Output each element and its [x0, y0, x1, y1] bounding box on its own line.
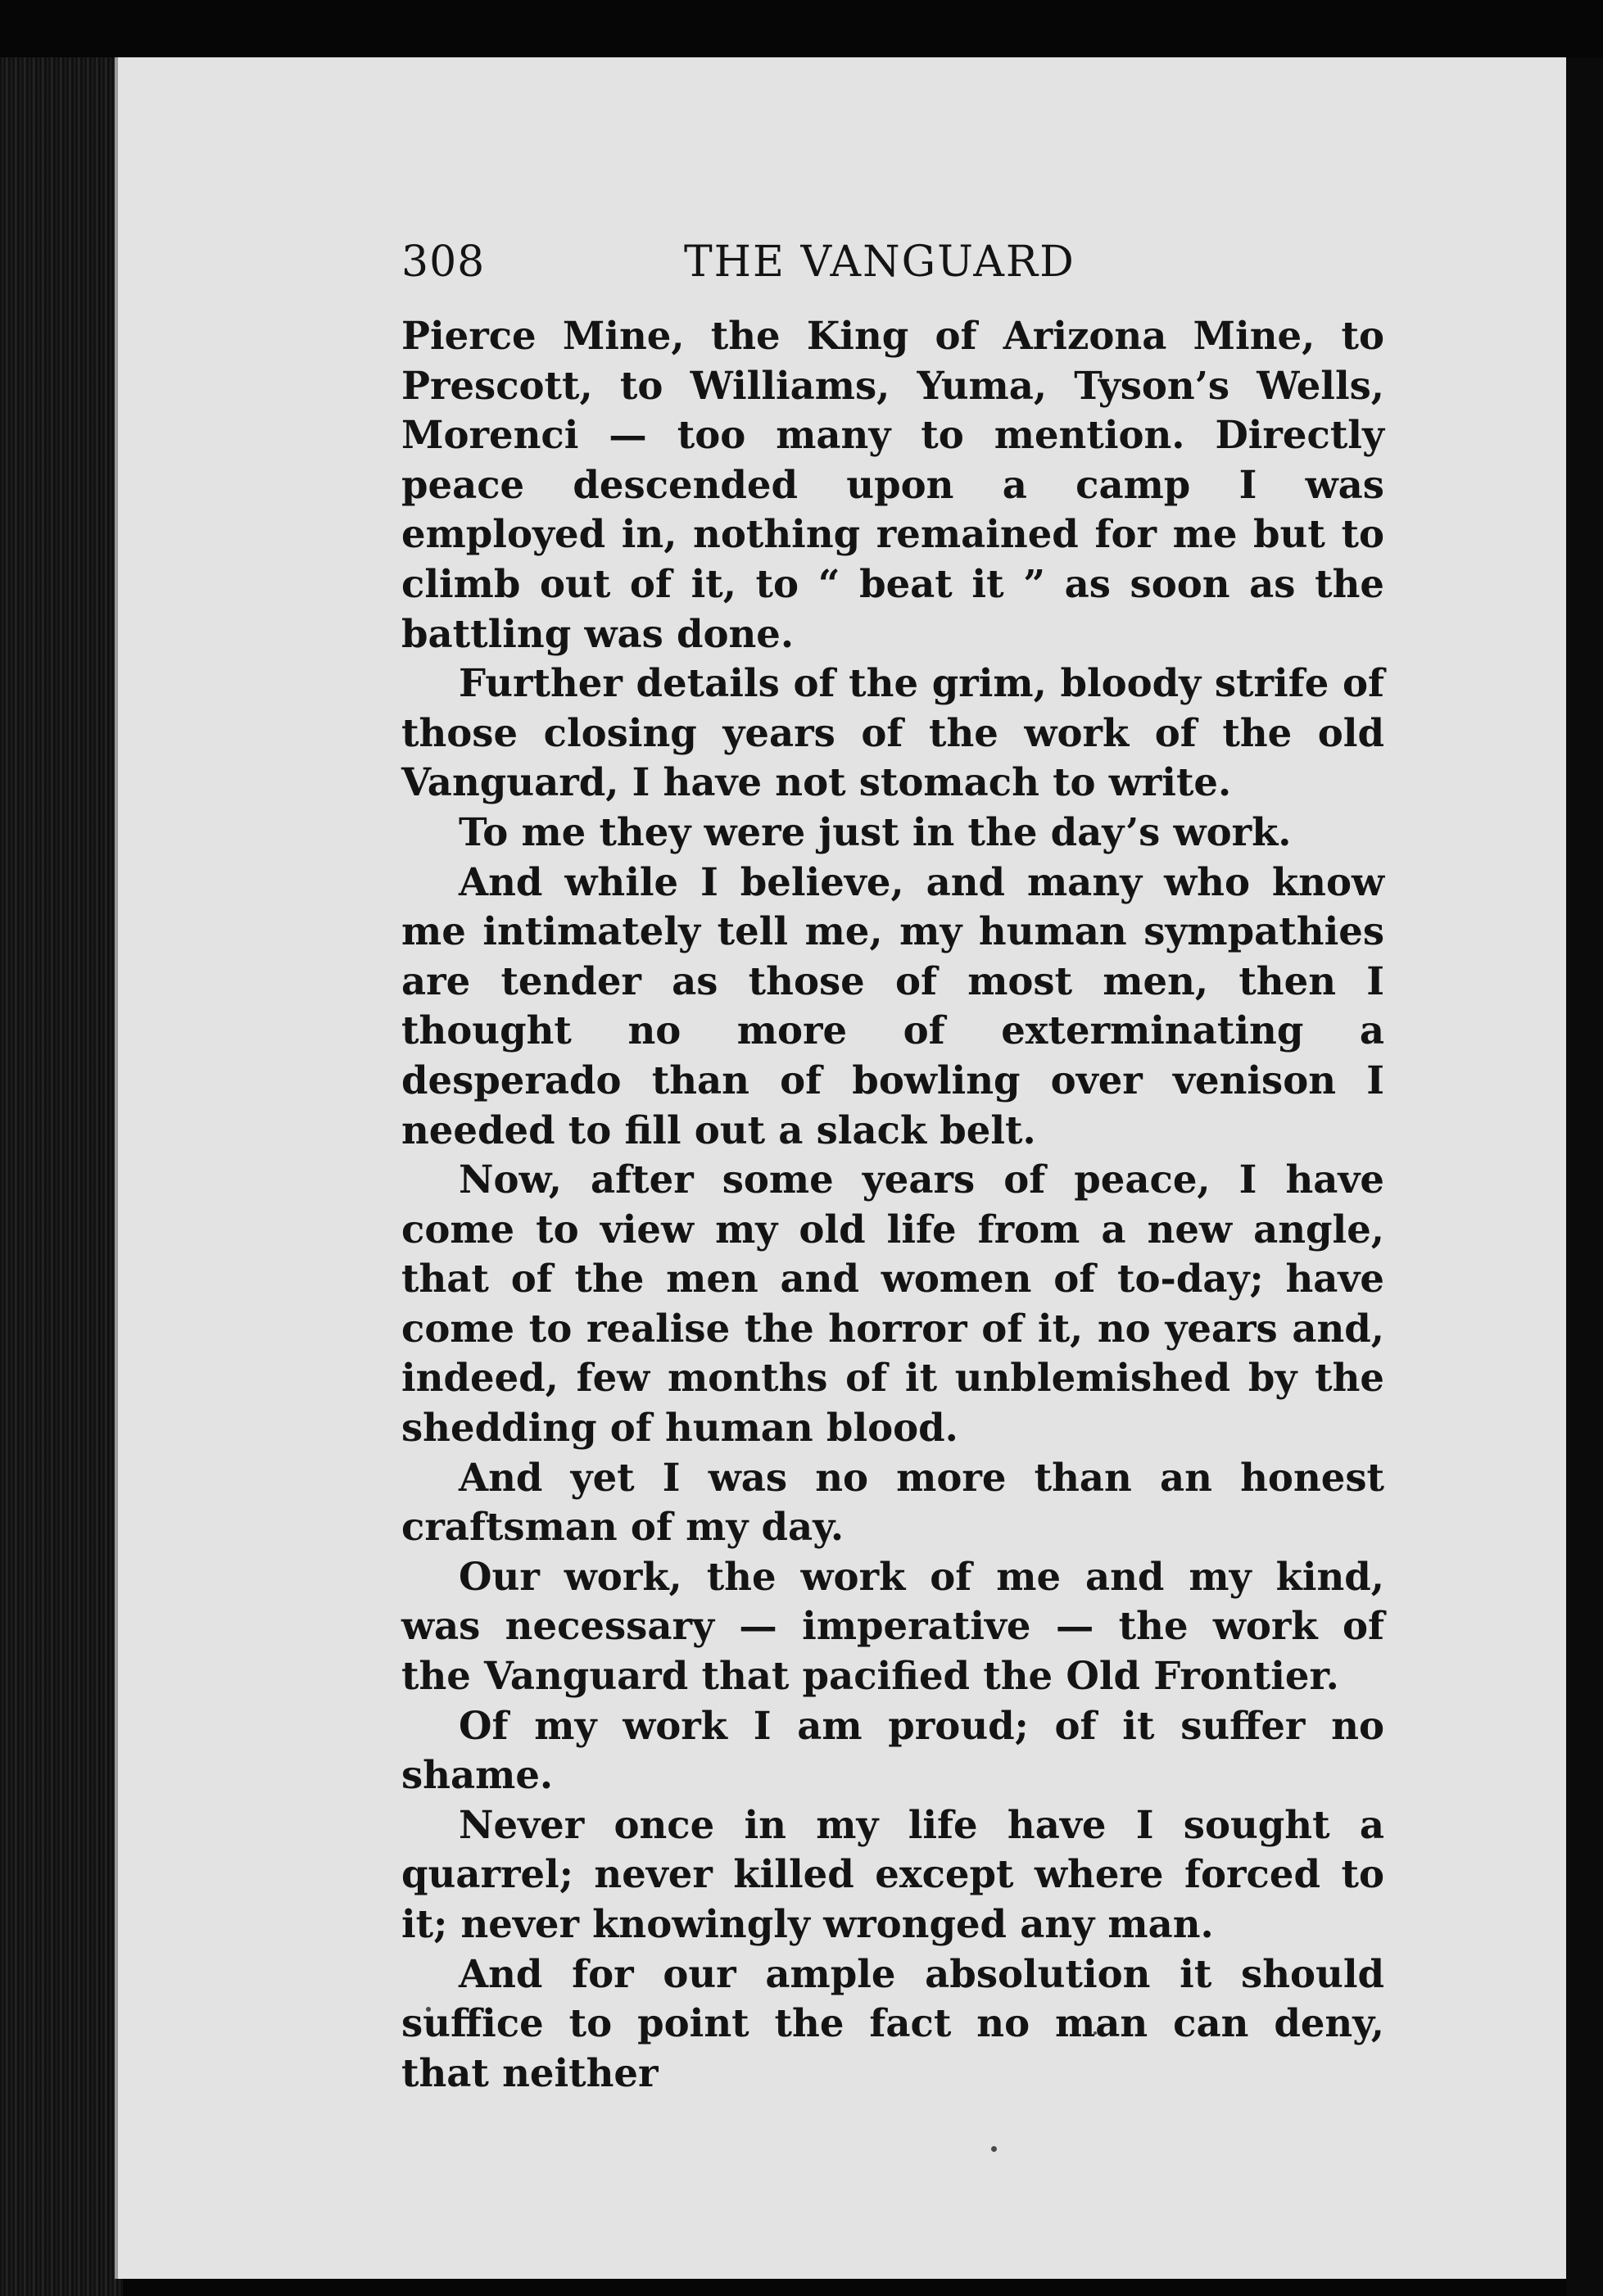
paragraph: Our work, the work of me and my kind, was necessary — imperative — the work of the Vanguard that pacified the Old Frontier.: [401, 1553, 1384, 1699]
paragraph: And yet I was no more than an honest craftsman of my day.: [401, 1454, 1384, 1550]
paragraph: And for our ample absolution it should suffice to point the fact no man can deny, that neither: [401, 1950, 1384, 2095]
book-spine: [0, 57, 123, 2296]
facing-page-edge: [1566, 57, 1603, 2296]
running-head: [401, 221, 1384, 311]
paragraph: Now, after some years of peace, I have come to view my old life from a new angle, that of the men and women of to-day; have come to realise the horror of it, no years and, indeed, few months of it unblemished by the shedding of human blood.: [401, 1157, 1384, 1451]
body-text: [401, 311, 1384, 2098]
paragraph: Of my work I am proud; of it suffer no shame.: [401, 1702, 1384, 1798]
paragraph: Further details of the grim, bloody strife of those closing years of the work of the old Vanguard, I have not stomach to write.: [401, 660, 1384, 805]
paragraph: Never once in my life have I sought a quarrel; never killed except where forced to it; never knowingly wronged any man.: [401, 1801, 1384, 1946]
running-title: THE VANGUARD: [684, 238, 1075, 287]
paper-speck: [991, 2146, 997, 2152]
page-number: 308: [401, 238, 486, 287]
text-block: [401, 221, 1384, 2098]
paragraph: And while I believe, and many who know me intimately tell me, my human sympathies are tender as those of most men, then I thought no more of exterminating a desperado than of bowling over venison I needed to fill out a slack belt.: [401, 858, 1384, 1153]
paragraph: Pierce Mine, the King of Arizona Mine, to Prescott, to Williams, Yuma, Tyson’s Wells, Morenci — too many to mention. Directly peace descended upon a camp I was employed in, nothing remained for me but to climb out of it, to “ beat it ” as soon as the battling was done.: [401, 313, 1384, 656]
paragraph: To me they were just in the day’s work.: [459, 808, 1292, 854]
